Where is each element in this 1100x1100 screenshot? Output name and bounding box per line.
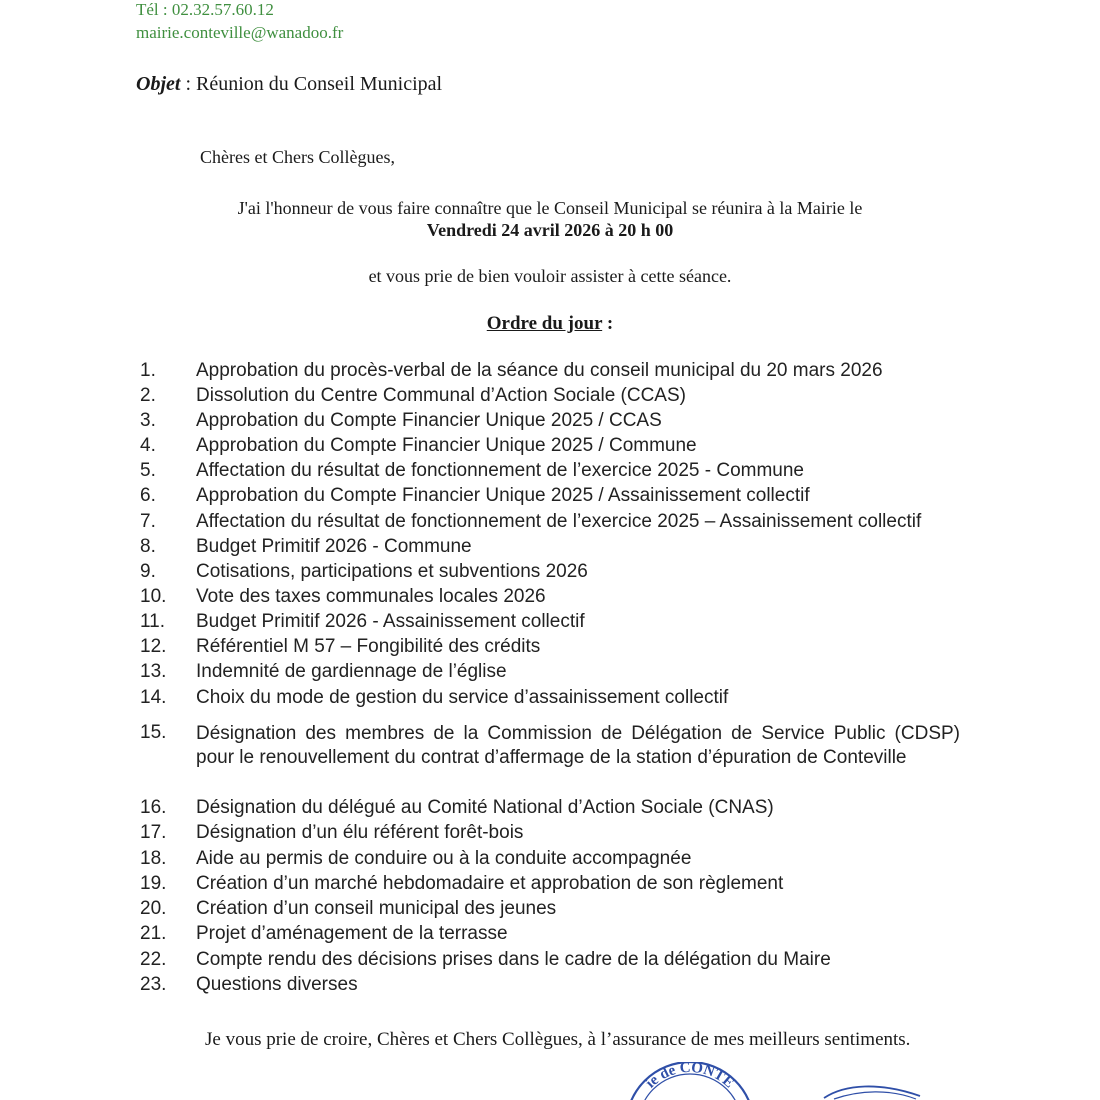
agenda-item-number: 12.	[140, 636, 167, 657]
agenda-item-text: Choix du mode de gestion du service d’assainissement collectif	[196, 687, 729, 708]
agenda-item-number: 16.	[140, 797, 167, 818]
agenda-item-number: 9.	[140, 561, 156, 582]
agenda-item-number: 10.	[140, 586, 167, 607]
agenda-item-text: Dissolution du Centre Communal d’Action Sociale (CCAS)	[196, 385, 686, 406]
agenda-item-text: Création d’un conseil municipal des jeunes	[196, 898, 557, 919]
agenda-item-number: 13.	[140, 661, 167, 682]
subject-text: : Réunion du Conseil Municipal	[180, 73, 443, 95]
agenda-item-text: Projet d’aménagement de la terrasse	[196, 923, 508, 944]
closing-formula: Je vous prie de croire, Chères et Chers Collègues, à l’assurance de mes meilleurs sentiments.	[205, 1029, 911, 1050]
agenda-item-text: Budget Primitif 2026 - Assainissement collectif	[196, 611, 585, 632]
agenda-item-number: 20.	[140, 898, 167, 919]
agenda-item-number: 18.	[140, 848, 167, 869]
salutation: Chères et Chers Collègues,	[200, 147, 395, 167]
agenda-item-number: 21.	[140, 923, 167, 944]
agenda-item-text: Questions diverses	[196, 974, 358, 995]
agenda-item-number: 8.	[140, 536, 156, 557]
agenda-item-text: Indemnité de gardiennage de l’église	[196, 661, 507, 682]
agenda-item-number: 2.	[140, 385, 156, 406]
agenda-item-number: 5.	[140, 460, 156, 481]
agenda-item-text: Approbation du procès-verbal de la séance du conseil municipal du 20 mars 2026	[196, 360, 883, 381]
signature-mark	[820, 1080, 930, 1100]
agenda-item-number: 14.	[140, 687, 167, 708]
agenda-title	[130, 313, 970, 335]
agenda-item-text: Compte rendu des décisions prises dans le cadre de la délégation du Maire	[196, 949, 831, 970]
agenda-item-number: 17.	[140, 822, 167, 843]
agenda-item-text: Approbation du Compte Financier Unique 2025 / Commune	[196, 435, 697, 456]
agenda-item-text: Affectation du résultat de fonctionnement de l’exercice 2025 - Commune	[196, 460, 804, 481]
agenda-item-number: 4.	[140, 435, 156, 456]
agenda-item-number: 15.	[140, 722, 167, 743]
header-telephone: Tél : 02.32.57.60.12	[136, 0, 274, 19]
meeting-announcement	[130, 197, 970, 241]
stamp-text: ie de CONTE	[642, 1062, 737, 1092]
agenda-item-text: Approbation du Compte Financier Unique 2025 / Assainissement collectif	[196, 485, 810, 506]
agenda-item-number: 7.	[140, 511, 156, 532]
agenda-title-suffix: :	[602, 313, 614, 334]
agenda-item-number: 3.	[140, 410, 156, 431]
agenda-item-text: Cotisations, participations et subventions 2026	[196, 561, 588, 582]
agenda-item-text: Budget Primitif 2026 - Commune	[196, 536, 472, 557]
agenda-item-number: 19.	[140, 873, 167, 894]
agenda-item-text: Approbation du Compte Financier Unique 2025 / CCAS	[196, 410, 662, 431]
agenda-item-text: Création d’un marché hebdomadaire et approbation de son règlement	[196, 873, 784, 894]
agenda-item-text: Affectation du résultat de fonctionnement de l’exercice 2025 – Assainissement collectif	[196, 511, 922, 532]
agenda-item-text: Aide au permis de conduire ou à la conduite accompagnée	[196, 848, 692, 869]
attendance-request: et vous prie de bien vouloir assister à cette séance.	[368, 266, 732, 286]
subject-label: Objet	[136, 73, 181, 95]
agenda-item-number: 1.	[140, 360, 156, 381]
mairie-stamp	[620, 1062, 760, 1100]
meeting-date: Vendredi 24 avril 2026 à 20 h 00	[426, 220, 674, 240]
agenda-item-number: 23.	[140, 974, 167, 995]
header-email: mairie.conteville@wanadoo.fr	[136, 23, 344, 42]
agenda-item-number: 22.	[140, 949, 167, 970]
letter-subject	[136, 73, 442, 96]
agenda-item-text: Désignation du délégué au Comité National d’Action Sociale (CNAS)	[196, 797, 774, 818]
agenda-item-text: Référentiel M 57 – Fongibilité des crédits	[196, 636, 541, 657]
agenda-title-label: Ordre du jour	[486, 313, 603, 334]
announcement-line: J'ai l'honneur de vous faire connaître que le Conseil Municipal se réunira à la Mairie le	[237, 198, 863, 218]
agenda-item-number: 6.	[140, 485, 156, 506]
agenda-item-text: Désignation des membres de la Commission de Délégation de Service Public (CDSP) pour le renouvellement du contrat d’affermage de la station d’épuration de Conteville	[196, 723, 960, 768]
agenda-item-text: Désignation d’un élu référent forêt-bois	[196, 822, 524, 843]
agenda-item-text: Vote des taxes communales locales 2026	[196, 586, 546, 607]
agenda-item-number: 11.	[140, 611, 166, 632]
